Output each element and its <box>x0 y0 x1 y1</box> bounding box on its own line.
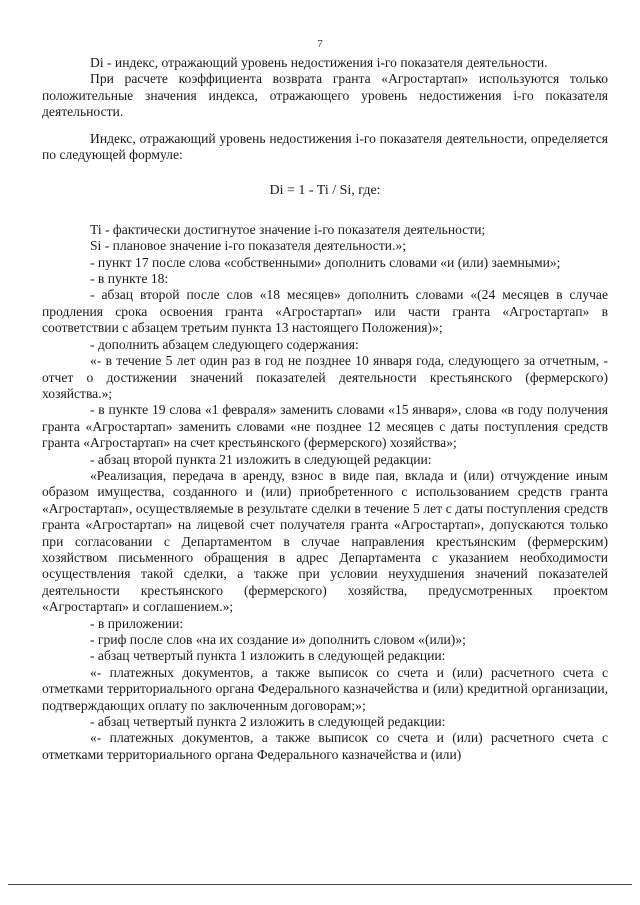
document-body <box>42 55 608 763</box>
paragraph: - абзац второй после слов «18 месяцев» дополнить словами «(24 месяцев в случае продления срока освоения гранта «Агростартап» или части гранта «Агростартап» в соответствии с абзацем третьим пункта 13 настоящего Положения)»; <box>42 287 608 336</box>
scan-edge-line <box>8 884 632 885</box>
paragraph: - дополнить абзацем следующего содержания: <box>90 336 359 352</box>
formula: Di = 1 - Ti / Si, где: <box>269 183 381 199</box>
paragraph: Ti - фактически достигнутое значение i-го показателя деятельности; <box>90 221 486 237</box>
paragraph: - в приложении: <box>90 615 184 631</box>
paragraph: Si - плановое значение i-го показателя деятельности.»; <box>90 238 407 254</box>
paragraph: - в пункте 19 слова «1 февраля» заменить словами «15 января», слова «в году получения гранта «Агростартап» заменить словами «не позднее 12 месяцев с даты поступления средств гранта «Агростартап» на счет крестьянского (фермерского) хозяйства»; <box>42 402 608 451</box>
paragraph: Индекс, отражающий уровень недостижения i-го показателя деятельности, определяется по следующей формуле: <box>42 130 608 163</box>
paragraph: «- платежных документов, а также выписок со счета и (или) расчетного счета с отметками территориального органа Федерального казначейства и (или) <box>42 730 608 762</box>
page-number: 7 <box>317 38 323 50</box>
paragraph: - абзац четвертый пункта 1 изложить в следующей редакции: <box>90 648 446 664</box>
paragraph: При расчете коэффициента возврата гранта «Агростартап» используются только положительные значения индекса, отражающего уровень недостижения i-го показателя деятельности. <box>42 71 608 120</box>
paragraph: - пункт 17 после слова «собственными» дополнить словами «и (или) заемными»; <box>90 254 561 270</box>
paragraph: - в пункте 18: <box>90 271 169 287</box>
paragraph: - абзац второй пункта 21 изложить в следующей редакции: <box>90 451 432 467</box>
paragraph: - гриф после слов «на их создание и» дополнить словом «(или)»; <box>90 632 466 647</box>
paragraph: Di - индекс, отражающий уровень недостижения i-го показателя деятельности. <box>90 55 548 70</box>
paragraph: - абзац четвертый пункта 2 изложить в следующей редакции: <box>90 714 446 730</box>
paragraph: «- платежных документов, а также выписок со счета и (или) расчетного счета с отметками территориального органа Федерального казначейства и (или) кредитной организации, подтверждающих оплату по заключенным договорам;»; <box>42 664 608 713</box>
paragraph: «Реализация, передача в аренду, взнос в виде пая, вклада и (или) отчуждение иным образом имущества, созданного и (или) приобретенного с использованием средств гранта «Агростартап», осуществляемые в результате сделки в течение 5 лет с даты поступления средств гранта «Агростартап» на лицевой счет получателя гранта «Агростартап», допускаются только при согласовании с Департаментом в случае направления крестьянским (фермерским) хозяйством письменного обращения в адрес Департамента с указанием необходимости осуществления такой сделки, а также при условии неухудшения значений показателей деятельности крестьянского (фермерского) хозяйства, предусмотренных проектом «Агростартап» и соглашением.»; <box>42 467 608 615</box>
paragraph: «- в течение 5 лет один раз в год не позднее 10 января года, следующего за отчетным, - отчет о достижении значений показателей деятельности крестьянского (фермерского) хозяйства.»; <box>42 353 608 401</box>
